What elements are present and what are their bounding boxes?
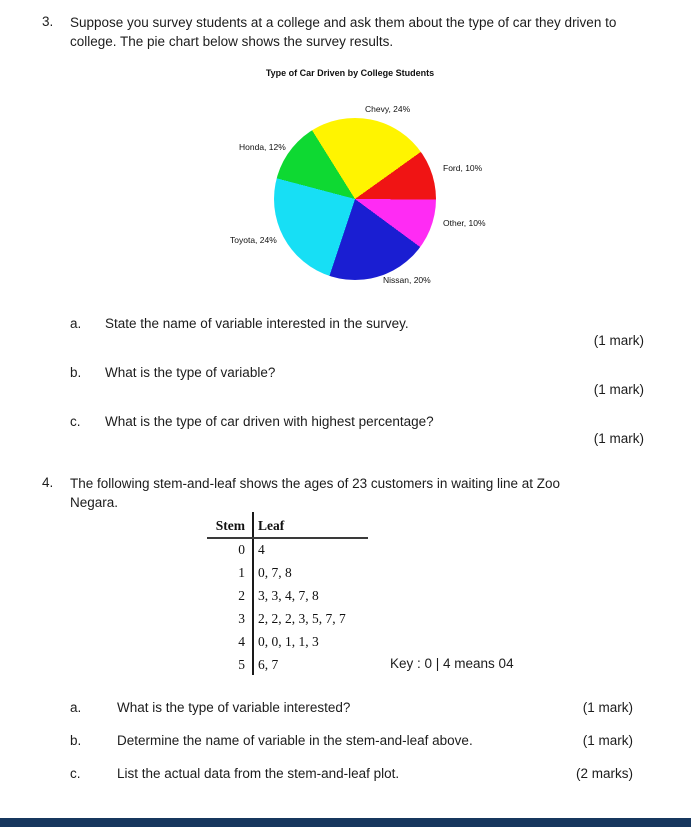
stemleaf-stem-3: 3 bbox=[238, 611, 245, 626]
q4-part-c-marks: (2 marks) bbox=[576, 766, 633, 781]
stemleaf-header-rule bbox=[207, 537, 368, 539]
q4-part-c-label: c. bbox=[70, 766, 81, 781]
q4-part-a-label: a. bbox=[70, 700, 82, 715]
stemleaf-leaf-4: 0, 0, 1, 1, 3 bbox=[258, 634, 319, 649]
stemleaf-leaf-3: 2, 2, 2, 3, 5, 7, 7 bbox=[258, 611, 346, 626]
question-4-text bbox=[70, 475, 640, 512]
stemleaf-leaf-2: 3, 3, 4, 7, 8 bbox=[258, 588, 319, 603]
question-4-line-2: Negara. bbox=[70, 494, 119, 510]
question-4-line-1: The following stem-and-leaf shows the ages of 23 customers in waiting line at Zoo bbox=[70, 476, 561, 491]
question-4-number: 4. bbox=[42, 475, 54, 490]
stemleaf-key: Key : 0 | 4 means 04 bbox=[390, 656, 514, 671]
bottom-page-edge-bar bbox=[0, 818, 691, 827]
q3-part-b-text: What is the type of variable? bbox=[105, 365, 276, 380]
stemleaf-leaf-5: 6, 7 bbox=[258, 657, 279, 672]
q4-part-b-marks: (1 mark) bbox=[582, 733, 633, 748]
stemleaf-header-stem: Stem bbox=[215, 518, 245, 533]
question-3-line-1: Suppose you survey students at a college and ask them about the type of car they driven to bbox=[70, 15, 617, 30]
q3-part-c-text: What is the type of car driven with highest percentage? bbox=[105, 414, 434, 429]
question-3-text bbox=[70, 14, 660, 51]
question-3-line-2: college. The pie chart below shows the survey results. bbox=[70, 33, 394, 49]
pie-slice-label-toyota: Toyota, 24% bbox=[230, 235, 277, 245]
q4-part-b-label: b. bbox=[70, 733, 82, 748]
pie-slice-label-nissan: Nissan, 20% bbox=[383, 275, 431, 285]
stemleaf-leaf-0: 4 bbox=[258, 542, 265, 557]
stemleaf-leaf-1: 0, 7, 8 bbox=[258, 565, 292, 580]
q3-part-b-marks: (1 mark) bbox=[593, 382, 644, 397]
pie-chart bbox=[274, 118, 436, 280]
question-3-number: 3. bbox=[42, 14, 54, 29]
q3-part-c-marks: (1 mark) bbox=[593, 431, 644, 446]
q4-part-c-text: List the actual data from the stem-and-leaf plot. bbox=[117, 766, 400, 781]
q3-part-a-text: State the name of variable interested in the survey. bbox=[105, 316, 409, 331]
pie-slice-label-ford: Ford, 10% bbox=[443, 163, 483, 173]
q4-part-a-marks: (1 mark) bbox=[582, 700, 633, 715]
q4-part-b-text: Determine the name of variable in the stem-and-leaf above. bbox=[117, 733, 473, 748]
q3-part-a-marks: (1 mark) bbox=[593, 333, 644, 348]
stemleaf-header-leaf: Leaf bbox=[258, 518, 285, 533]
stemleaf-stem-5: 5 bbox=[238, 657, 245, 672]
q3-part-b-label: b. bbox=[70, 365, 82, 380]
stemleaf-stem-4: 4 bbox=[238, 634, 245, 649]
stemleaf-stem-0: 0 bbox=[238, 542, 245, 557]
pie-slice-label-other: Other, 10% bbox=[443, 218, 486, 228]
q3-part-c-label: c. bbox=[70, 414, 81, 429]
q3-part-a-label: a. bbox=[70, 316, 82, 331]
stemleaf-stem-2: 2 bbox=[238, 588, 245, 603]
pie-chart-title: Type of Car Driven by College Students bbox=[265, 68, 435, 78]
pie-slice-label-chevy: Chevy, 24% bbox=[365, 104, 411, 114]
pie-slice-label-honda: Honda, 12% bbox=[239, 142, 286, 152]
q4-part-a-text: What is the type of variable interested? bbox=[117, 700, 351, 715]
stemleaf-stem-1: 1 bbox=[238, 565, 245, 580]
